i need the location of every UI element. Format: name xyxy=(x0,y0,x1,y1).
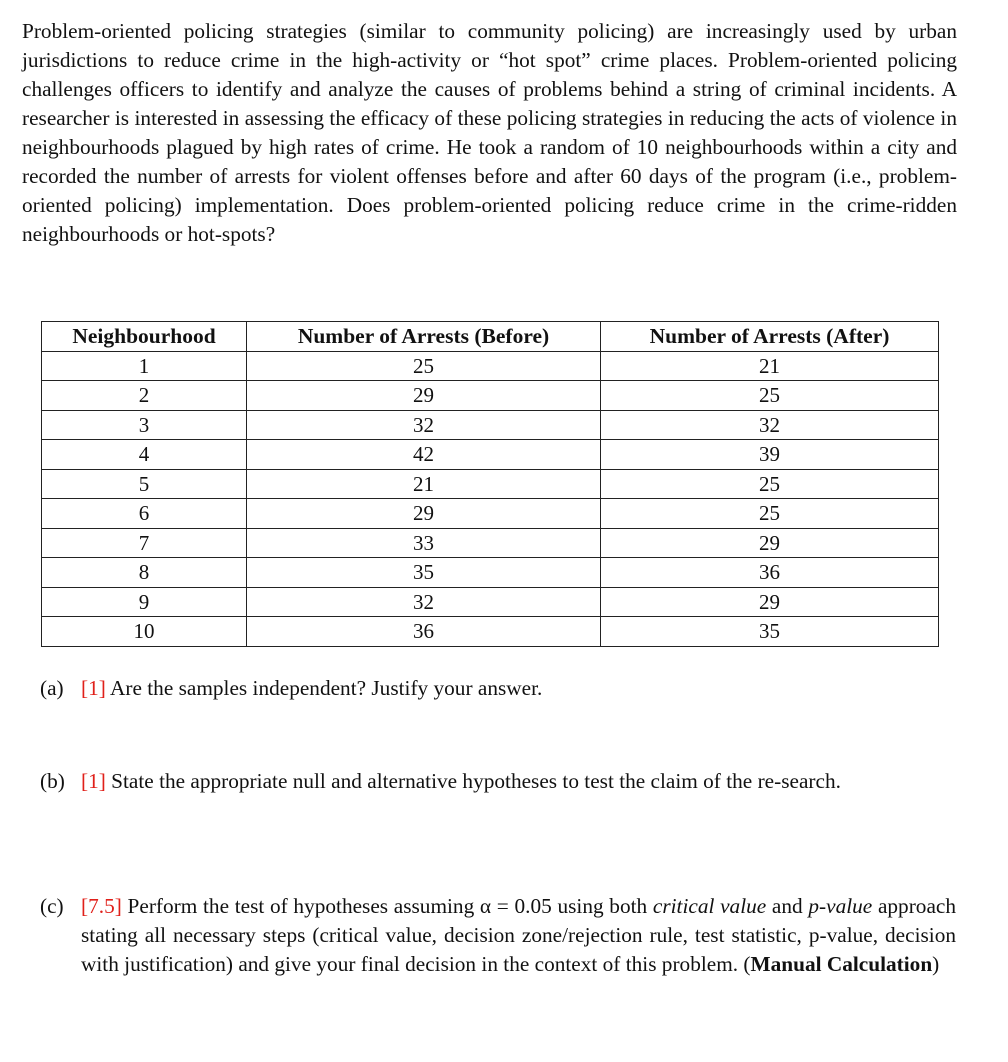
cell-neighbourhood: 5 xyxy=(42,469,247,499)
cell-neighbourhood: 4 xyxy=(42,440,247,470)
table-row xyxy=(42,410,939,440)
cell-neighbourhood: 6 xyxy=(42,499,247,529)
cell-before: 25 xyxy=(247,351,601,381)
question-text: State the appropriate null and alternative hypotheses to test the claim of the re-search. xyxy=(111,769,841,793)
cell-before: 32 xyxy=(247,410,601,440)
cell-after: 35 xyxy=(601,617,939,647)
cell-after: 25 xyxy=(601,499,939,529)
cell-before: 29 xyxy=(247,499,601,529)
table-row xyxy=(42,558,939,588)
table-header-row xyxy=(42,322,939,352)
col-header-neighbourhood: Neighbourhood xyxy=(42,322,247,352)
cell-before: 35 xyxy=(247,558,601,588)
table-row xyxy=(42,440,939,470)
cell-after: 25 xyxy=(601,469,939,499)
cell-after: 29 xyxy=(601,587,939,617)
table-row xyxy=(42,617,939,647)
cell-before: 33 xyxy=(247,528,601,558)
table-row xyxy=(42,469,939,499)
cell-after: 25 xyxy=(601,381,939,411)
cell-before: 32 xyxy=(247,587,601,617)
question-text: and xyxy=(771,894,803,918)
col-header-before: Number of Arrests (Before) xyxy=(247,322,601,352)
cell-neighbourhood: 8 xyxy=(42,558,247,588)
question-c xyxy=(40,892,956,979)
table-row xyxy=(42,351,939,381)
cell-before: 36 xyxy=(247,617,601,647)
cell-neighbourhood: 10 xyxy=(42,617,247,647)
cell-after: 21 xyxy=(601,351,939,381)
question-b xyxy=(40,767,956,796)
cell-neighbourhood: 2 xyxy=(42,381,247,411)
problem-statement: Problem-oriented policing strategies (similar to community policing) are increasingly used by urban jurisdictions to reduce crime in the high-activity or “hot spot” crime places. Problem-oriented policing challenges officers to identify and analyze the causes of problems behind a string of criminal incidents. A researcher is interested in assessing the efficacy of these policing strategies in reducing the acts of violence in neighbourhoods plagued by high rates of crime. He took a random of 10 neighbourhoods within a city and recorded the number of arrests for violent offenses before and after 60 days of the program (i.e., problem-oriented policing) implementation. Does problem-oriented policing reduce crime in the crime-ridden neighbourhoods or hot-spots? xyxy=(22,19,957,246)
col-header-after: Number of Arrests (After) xyxy=(601,322,939,352)
cell-neighbourhood: 9 xyxy=(42,587,247,617)
cell-after: 36 xyxy=(601,558,939,588)
emphasis-manual-calculation: Manual Calculation xyxy=(750,952,933,976)
table-row xyxy=(42,499,939,529)
cell-after: 29 xyxy=(601,528,939,558)
points-badge: [7.5] xyxy=(81,894,122,918)
cell-neighbourhood: 3 xyxy=(42,410,247,440)
cell-before: 29 xyxy=(247,381,601,411)
cell-before: 21 xyxy=(247,469,601,499)
question-text: ) xyxy=(932,952,940,976)
cell-neighbourhood: 1 xyxy=(42,351,247,381)
table-row xyxy=(42,587,939,617)
table-row xyxy=(42,528,939,558)
cell-after: 39 xyxy=(601,440,939,470)
question-label: (a) xyxy=(40,676,64,700)
table-row xyxy=(42,381,939,411)
points-badge: [1] xyxy=(81,769,106,793)
question-text: Are the samples independent? Justify your answer. xyxy=(110,676,543,700)
question-text: approach stating all necessary steps (critical value, decision zone/rejection rule, test statistic, p-value, decision with justification) and give your final decision in the context of this problem. ( xyxy=(81,894,956,976)
cell-neighbourhood: 7 xyxy=(42,528,247,558)
question-a xyxy=(40,674,956,703)
emphasis-critical-value: critical value xyxy=(652,894,767,918)
cell-before: 42 xyxy=(247,440,601,470)
points-badge: [1] xyxy=(81,676,106,700)
question-text: Perform the test of hypotheses assuming α = 0.05 using both xyxy=(127,894,648,918)
question-label: (c) xyxy=(40,894,64,918)
arrests-table xyxy=(41,321,939,647)
cell-after: 32 xyxy=(601,410,939,440)
emphasis-p-value: p-value xyxy=(808,894,873,918)
question-label: (b) xyxy=(40,769,65,793)
